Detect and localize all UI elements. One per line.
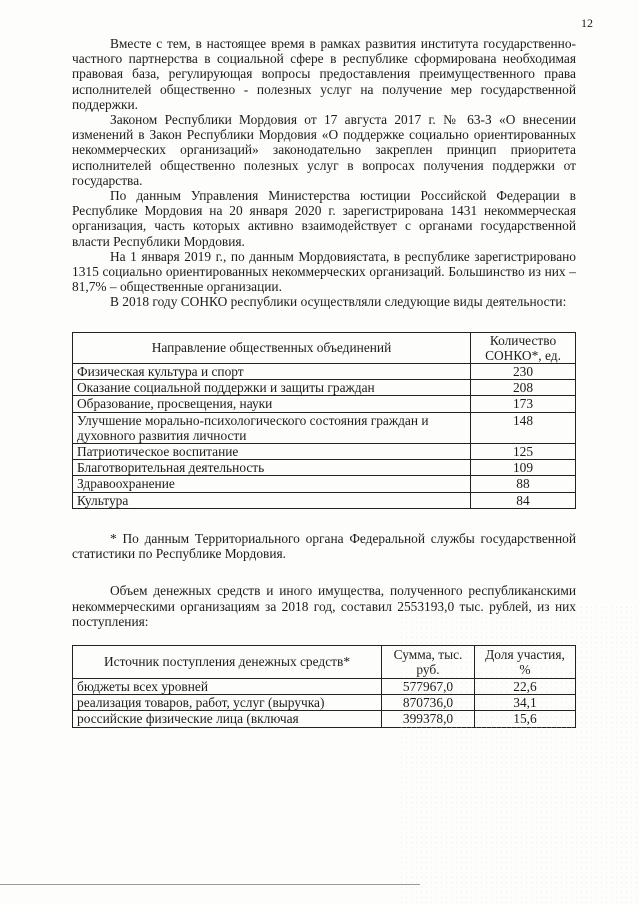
table-row [73,460,576,476]
funds-sum: 577967,0 [382,678,475,694]
table-row [73,678,576,694]
activity-name: Культура [73,492,471,508]
table-row [73,444,576,460]
column-header-share: Доля участия, % [475,645,576,678]
paragraph-legal-base: Вместе с тем, в настоящее время в рамках развития института государственно-частного партнерства в социальной сфере в республике сформирована необходимая правовая база, регулирующая вопросы предоставления преимущественного права исполнителей общественно - полезных услуг на получение мер государственной поддержки. [72,36,576,112]
paragraph-justice-ministry: По данным Управления Министерства юстиции Российской Федерации в Республике Мордовия на 20 января 2020 г. зарегистрирована 1431 некоммерческая организация, часть которых активно взаимодействует с органами государственной власти Республики Мордовия. [72,188,576,249]
table-row [73,492,576,508]
activity-count: 88 [471,476,576,492]
funds-source: бюджеты всех уровней [73,678,382,694]
activity-count: 84 [471,492,576,508]
activity-name: Образование, просвещения, науки [73,396,471,412]
activity-count: 230 [471,364,576,380]
bottom-divider [0,884,420,885]
activity-count: 109 [471,460,576,476]
activity-name: Физическая культура и спорт [73,364,471,380]
table-header-row [73,332,576,363]
activity-name: Оказание социальной поддержки и защиты граждан [73,380,471,396]
table-row [73,364,576,380]
funds-table [72,645,576,728]
column-header-count: Количество СОНКО*, ед. [471,332,576,363]
table-row [73,380,576,396]
page-number: 12 [581,16,593,30]
table-footnote: * По данным Территориального органа Федеральной службы государственной статистики по Республике Мордовия. [72,530,576,562]
table-row [73,412,576,443]
paragraph-mordoviastat: На 1 января 2019 г., по данным Мордовиястата, в республике зарегистрировано 1315 социально ориентированных некоммерческих организаций. Большинство из них – 81,7% – общественные организации. [72,248,576,295]
table-row [73,396,576,412]
paragraph-funds: Объем денежных средств и иного имущества, полученного республиканскими некоммерческими организациям за 2018 год, составил 2553193,0 тыс. рублей, из них поступления: [72,583,576,629]
table-row [73,711,576,727]
activity-name: Благотворительная деятельность [73,460,471,476]
table-header-row [73,645,576,678]
activity-count: 173 [471,396,576,412]
activity-name: Патриотическое воспитание [73,444,471,460]
activity-name: Улучшение морально-психологического состояния граждан и духовного развития личности [73,412,471,443]
table-row [73,476,576,492]
activity-table [72,332,576,509]
column-header-sum: Сумма, тыс. руб. [382,645,475,678]
funds-share: 15,6 [475,711,576,727]
paragraph-activity-intro: В 2018 году СОНКО республики осуществляли следующие виды деятельности: [110,294,567,310]
funds-share: 34,1 [475,695,576,711]
document-body [72,36,576,728]
funds-source: реализация товаров, работ, услуг (выручка) [73,695,382,711]
table-row [73,695,576,711]
activity-count: 208 [471,380,576,396]
funds-share: 22,6 [475,678,576,694]
funds-sum: 399378,0 [382,711,475,727]
activity-name: Здравоохранение [73,476,471,492]
activity-count: 125 [471,444,576,460]
column-header-source: Источник поступления денежных средств* [73,645,382,678]
funds-source: российские физические лица (включая [73,711,382,727]
activity-count: 148 [471,412,576,443]
column-header-direction: Направление общественных объединений [73,332,471,363]
paragraph-law: Законом Республики Мордовия от 17 августа 2017 г. № 63-З «О внесении изменений в Закон Республики Мордовия «О поддержке социально ориентированных некоммерческих организаций» законодательно закреплен принцип приоритета исполнителей общественно полезных услуг в вопросах получения поддержки от государства. [72,112,576,188]
funds-sum: 870736,0 [382,695,475,711]
